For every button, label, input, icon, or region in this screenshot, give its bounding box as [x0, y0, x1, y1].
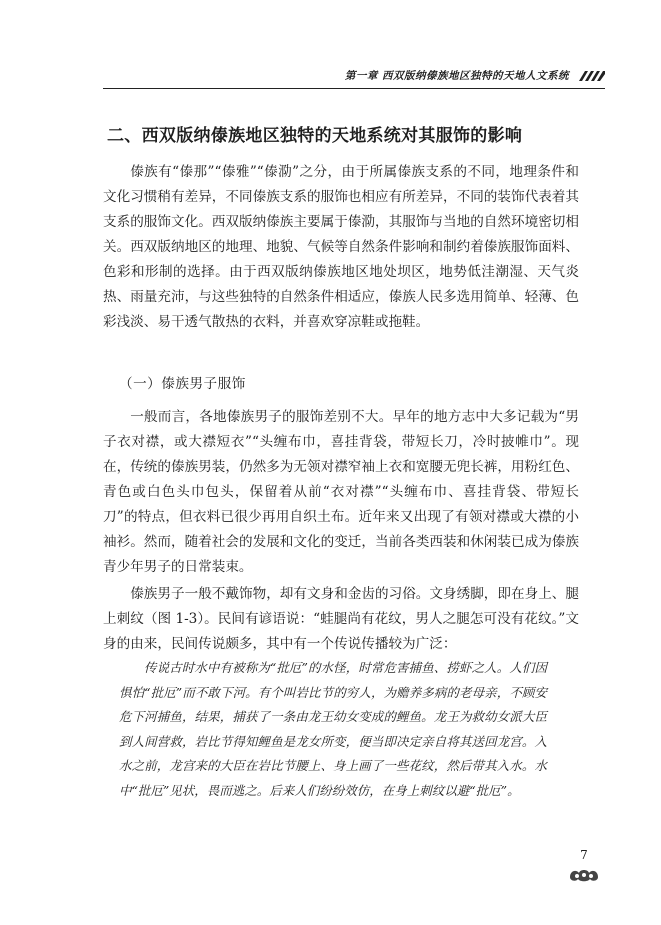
- paragraph-men-tattoo: 傣族男子一般不戴饰物，却有文身和金齿的习俗。文身绣脚，即在身上、腿上刺纹（图 1-3）。民间有谚语说：“蛙腿尚有花纹，男人之腿怎可没有花纹。”文身的由来，民间传说颇多，其中有一个传说传播较为广泛：: [103, 586, 579, 652]
- running-header: [345, 68, 605, 83]
- section-title: 二、西双版纳傣族地区独特的天地系统对其服饰的影响: [107, 126, 523, 146]
- chapter-title: 第一章 西双版纳傣族地区独特的天地人文系统: [344, 70, 569, 82]
- cloud-scroll-ornament-icon: [568, 865, 600, 883]
- paragraph-men-general: 一般而言，各地傣族男子的服饰差别不大。早年的地方志中大多记载为“男子衣对襟，或大襟短衣”“头缠布巾，喜挂背袋，带短长刀，冷时披帷巾”。现在，传统的傣族男装，仍然多为无领对襟窄袖上衣和宽腰无兜长裤，用粉红色、青色或白色头巾包头，保留着从前“衣对襟”“头缠布巾、喜挂背袋、带短长刀”的特点，但衣料已很少再用自织土布。近年来又出现了有领对襟或大襟的小袖衫。然而，随着社会的发展和文化的变迁，当前各类西装和休闲装已成为傣族青少年男子的日常装束。: [103, 409, 579, 575]
- stripe-ornament-icon: [579, 70, 605, 82]
- legend-quote: 传说古时水中有被称为“批厄”的水怪，时常危害捕鱼、捞虾之人。人们因惧怕“批厄”而不敢下河。有个叫岩比节的穷人，为赡养多病的老母亲，不顾安危下河捕鱼，结果，捕获了一条由龙王幼女变成的鲤鱼。龙王为救幼女派大臣到人间营救，岩比节得知鲤鱼是龙女所变，便当即决定亲自将其送回龙宫。入水之前，龙宫来的大臣在岩比节腰上、身上画了一些花纹，然后带其入水。水中“批厄”见状，畏而逃之。后来人们纷纷效仿，在身上刺纹以避“批厄”。: [119, 660, 547, 798]
- paragraph-intro: 傣族有“傣那”“傣雅”“傣泐”之分，由于所属傣族支系的不同，地理条件和文化习惯稍有差异，不同傣族支系的服饰也相应有所差异，不同的装饰代表着其支系的服饰文化。西双版纳傣族主要属于傣泐，其服饰与当地的自然环境密切相关。西双版纳地区的地理、地貌、气候等自然条件影响和制约着傣族服饰面料、色彩和形制的选择。由于西双版纳傣族地区地处坝区，地势低洼潮湿、天气炎热、雨量充沛，与这些独特的自然条件相适应，傣族人民多选用简单、轻薄、色彩浅淡、易干透气散热的衣料，并喜欢穿凉鞋或拖鞋。: [103, 164, 579, 330]
- header-divider: [103, 88, 605, 89]
- subheading-men-clothing: （一）傣族男子服饰: [119, 376, 246, 392]
- page-number: 7: [580, 848, 588, 862]
